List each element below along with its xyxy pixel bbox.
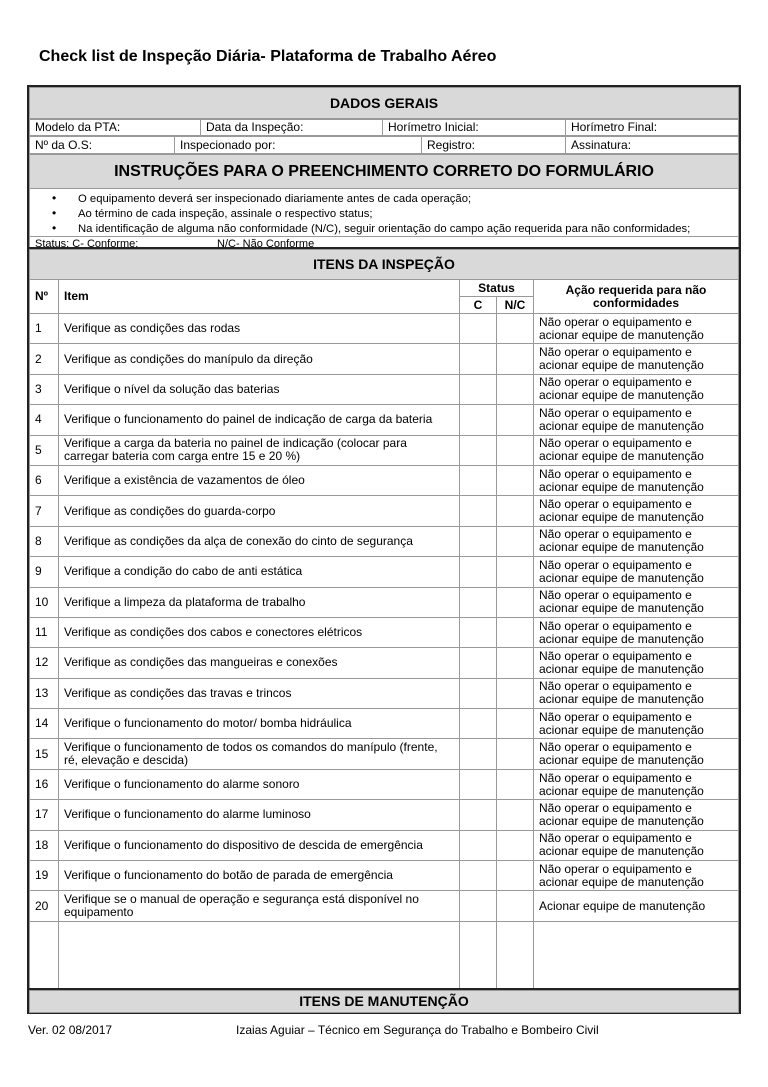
inspecao-section [27,247,741,992]
acao-text: Não operar o equipamento e acionar equipe de manutenção [534,830,739,860]
status-nc-cell[interactable] [497,648,534,678]
table-row [30,557,739,587]
acao-text: Não operar o equipamento e acionar equipe de manutenção [534,314,739,344]
item-text: Verifique o funcionamento do dispositivo de descida de emergência [59,830,460,860]
instrucao-item: • Na identificação de alguma não conformidade (N/C), seguir orientação do campo ação requerida para não conformidades; [52,221,738,236]
item-text: Verifique as condições das rodas [59,314,460,344]
item-number: 1 [30,314,59,344]
status-c-cell[interactable] [460,617,497,647]
table-row [30,769,739,799]
item-text: Verifique o funcionamento do botão de parada de emergência [59,861,460,891]
instrucoes-list [30,189,738,236]
acao-text: Não operar o equipamento e acionar equipe de manutenção [534,557,739,587]
status-nc-cell[interactable] [497,435,534,465]
assinatura-field[interactable]: Assinatura: [566,137,739,154]
item-number: 6 [30,465,59,495]
item-text: Verifique a existência de vazamentos de óleo [59,465,460,495]
table-row [30,648,739,678]
item-number: 2 [30,344,59,374]
item-text: Verifique a limpeza da plataforma de trabalho [59,587,460,617]
item-text: Verifique o funcionamento do alarme sonoro [59,769,460,799]
item-text: Verifique o funcionamento de todos os comandos do manípulo (frente, ré, elevação e descida) [59,739,460,769]
item-number: 13 [30,678,59,708]
status-c-cell[interactable] [460,861,497,891]
status-nc-cell[interactable] [497,800,534,830]
status-nc-cell[interactable] [497,617,534,647]
acao-text: Não operar o equipamento e acionar equipe de manutenção [534,617,739,647]
status-nc-cell[interactable] [497,769,534,799]
acao-text: Não operar o equipamento e acionar equipe de manutenção [534,861,739,891]
status-nc-cell[interactable] [497,678,534,708]
status-c-cell[interactable] [460,709,497,739]
horimetro-inicial-field[interactable]: Horímetro Inicial: [383,120,566,136]
acao-text: Não operar o equipamento e acionar equipe de manutenção [534,465,739,495]
table-row [30,861,739,891]
table-row [30,405,739,435]
item-number: 18 [30,830,59,860]
status-nc-cell[interactable] [497,891,534,921]
manutencao-header: ITENS DE MANUTENÇÃO [30,991,739,1013]
col-num-header: Nº [30,280,59,314]
data-inspecao-field[interactable]: Data da Inspeção: [201,120,383,136]
table-row [30,314,739,344]
table-row [30,830,739,860]
acao-text: Não operar o equipamento e acionar equipe de manutenção [534,648,739,678]
col-nc-header: N/C [497,297,534,314]
status-nc-cell[interactable] [497,496,534,526]
acao-text: Não operar o equipamento e acionar equipe de manutenção [534,709,739,739]
status-c-cell[interactable] [460,587,497,617]
acao-text: Não operar o equipamento e acionar equipe de manutenção [534,405,739,435]
acao-text: Não operar o equipamento e acionar equipe de manutenção [534,344,739,374]
status-nc-cell[interactable] [497,830,534,860]
item-text: Verifique o funcionamento do alarme luminoso [59,800,460,830]
item-number: 12 [30,648,59,678]
status-c-cell[interactable] [460,344,497,374]
item-number: 8 [30,526,59,556]
item-number: 4 [30,405,59,435]
table-row [30,678,739,708]
item-number: 15 [30,739,59,769]
status-c-cell[interactable] [460,648,497,678]
col-status-header: Status [460,280,534,297]
status-nc-cell[interactable] [497,587,534,617]
acao-text: Não operar o equipamento e acionar equipe de manutenção [534,678,739,708]
status-c-cell[interactable] [460,800,497,830]
acao-text: Não operar o equipamento e acionar equipe de manutenção [534,435,739,465]
status-nc-cell[interactable] [497,314,534,344]
status-c-cell[interactable] [460,769,497,799]
acao-text: Não operar o equipamento e acionar equipe de manutenção [534,374,739,404]
numero-os-field[interactable]: Nº da O.S: [30,137,175,154]
table-row [30,709,739,739]
item-number: 10 [30,587,59,617]
status-c-cell[interactable] [460,465,497,495]
instrucoes-header: INSTRUÇÕES PARA O PREENCHIMENTO CORRETO DO FORMULÁRIO [30,155,739,189]
item-text: Verifique a condição do cabo de anti estática [59,557,460,587]
item-number: 9 [30,557,59,587]
status-nc-cell[interactable] [497,709,534,739]
footer-author: Izaias Aguiar – Técnico em Segurança do Trabalho e Bombeiro Civil [236,1023,599,1037]
blank-row [30,921,739,991]
item-text: Verifique o nível da solução das baterias [59,374,460,404]
inspecionado-por-field[interactable]: Inspecionado por: [175,137,422,154]
status-c-cell[interactable] [460,526,497,556]
item-number: 7 [30,496,59,526]
table-row [30,496,739,526]
item-text: Verifique se o manual de operação e segurança está disponível no equipamento [59,891,460,921]
item-number: 17 [30,800,59,830]
status-c-cell[interactable] [460,678,497,708]
table-row [30,800,739,830]
status-c-cell[interactable] [460,435,497,465]
status-nc-cell[interactable] [497,861,534,891]
status-nc-cell[interactable] [497,465,534,495]
horimetro-final-field[interactable]: Horímetro Final: [566,120,739,136]
dados-gerais-section [27,85,741,254]
status-nc-cell[interactable] [497,526,534,556]
acao-text: Não operar o equipamento e acionar equipe de manutenção [534,526,739,556]
dados-gerais-header: DADOS GERAIS [30,88,739,119]
status-nc-cell[interactable] [497,405,534,435]
status-c-cell[interactable] [460,405,497,435]
status-c-cell[interactable] [460,374,497,404]
item-text: Verifique as condições das mangueiras e conexões [59,648,460,678]
status-c-cell[interactable] [460,830,497,860]
item-number: 19 [30,861,59,891]
inspecao-header: ITENS DA INSPEÇÃO [30,250,739,280]
item-number: 3 [30,374,59,404]
status-nc-cell[interactable] [497,374,534,404]
item-text: Verifique as condições da alça de conexão do cinto de segurança [59,526,460,556]
status-c-cell[interactable] [460,314,497,344]
item-text: Verifique o funcionamento do motor/ bomba hidráulica [59,709,460,739]
status-nc-cell[interactable] [497,344,534,374]
table-row [30,374,739,404]
item-number: 16 [30,769,59,799]
col-acao-header: Ação requerida para não conformidades [534,280,739,314]
acao-text: Não operar o equipamento e acionar equipe de manutenção [534,496,739,526]
status-c-cell[interactable] [460,496,497,526]
manutencao-section [27,988,741,1014]
table-row [30,891,739,921]
instrucao-item: • Ao término de cada inspeção, assinale o respectivo status; [52,206,738,221]
status-c-cell[interactable] [460,739,497,769]
acao-text: Não operar o equipamento e acionar equipe de manutenção [534,587,739,617]
table-row [30,587,739,617]
acao-text: Não operar o equipamento e acionar equipe de manutenção [534,769,739,799]
item-text: Verifique as condições dos cabos e conectores elétricos [59,617,460,647]
acao-text: Acionar equipe de manutenção [534,891,739,921]
table-row [30,526,739,556]
status-c-cell[interactable] [460,557,497,587]
table-row [30,344,739,374]
col-item-header: Item [59,280,460,314]
item-number: 20 [30,891,59,921]
status-nc-cell[interactable] [497,557,534,587]
instrucao-item: • O equipamento deverá ser inspecionado diariamente antes de cada operação; [52,191,738,206]
col-c-header: C [460,297,497,314]
item-text: Verifique a carga da bateria no painel de indicação (colocar para carregar bateria com carga entre 15 e 20 %) [59,435,460,465]
table-row [30,739,739,769]
table-row [30,617,739,647]
registro-field[interactable]: Registro: [422,137,566,154]
modelo-pta-field[interactable]: Modelo da PTA: [30,120,201,136]
item-text: Verifique as condições do guarda-corpo [59,496,460,526]
status-nc-cell[interactable] [497,739,534,769]
item-number: 5 [30,435,59,465]
page-title: Check list de Inspeção Diária- Plataforma de Trabalho Aéreo [39,48,497,65]
item-text: Verifique as condições do manípulo da direção [59,344,460,374]
item-text: Verifique as condições das travas e trincos [59,678,460,708]
table-row [30,435,739,465]
item-text: Verifique o funcionamento do painel de indicação de carga da bateria [59,405,460,435]
table-row [30,465,739,495]
status-legend-nc: N/C- Não Conforme [217,237,315,250]
status-c-cell[interactable] [460,891,497,921]
footer-version: Ver. 02 08/2017 [28,1023,113,1037]
item-number: 14 [30,709,59,739]
item-number: 11 [30,617,59,647]
acao-text: Não operar o equipamento e acionar equipe de manutenção [534,800,739,830]
status-legend-c: Status: C- Conforme; [35,237,139,250]
acao-text: Não operar o equipamento e acionar equipe de manutenção [534,739,739,769]
